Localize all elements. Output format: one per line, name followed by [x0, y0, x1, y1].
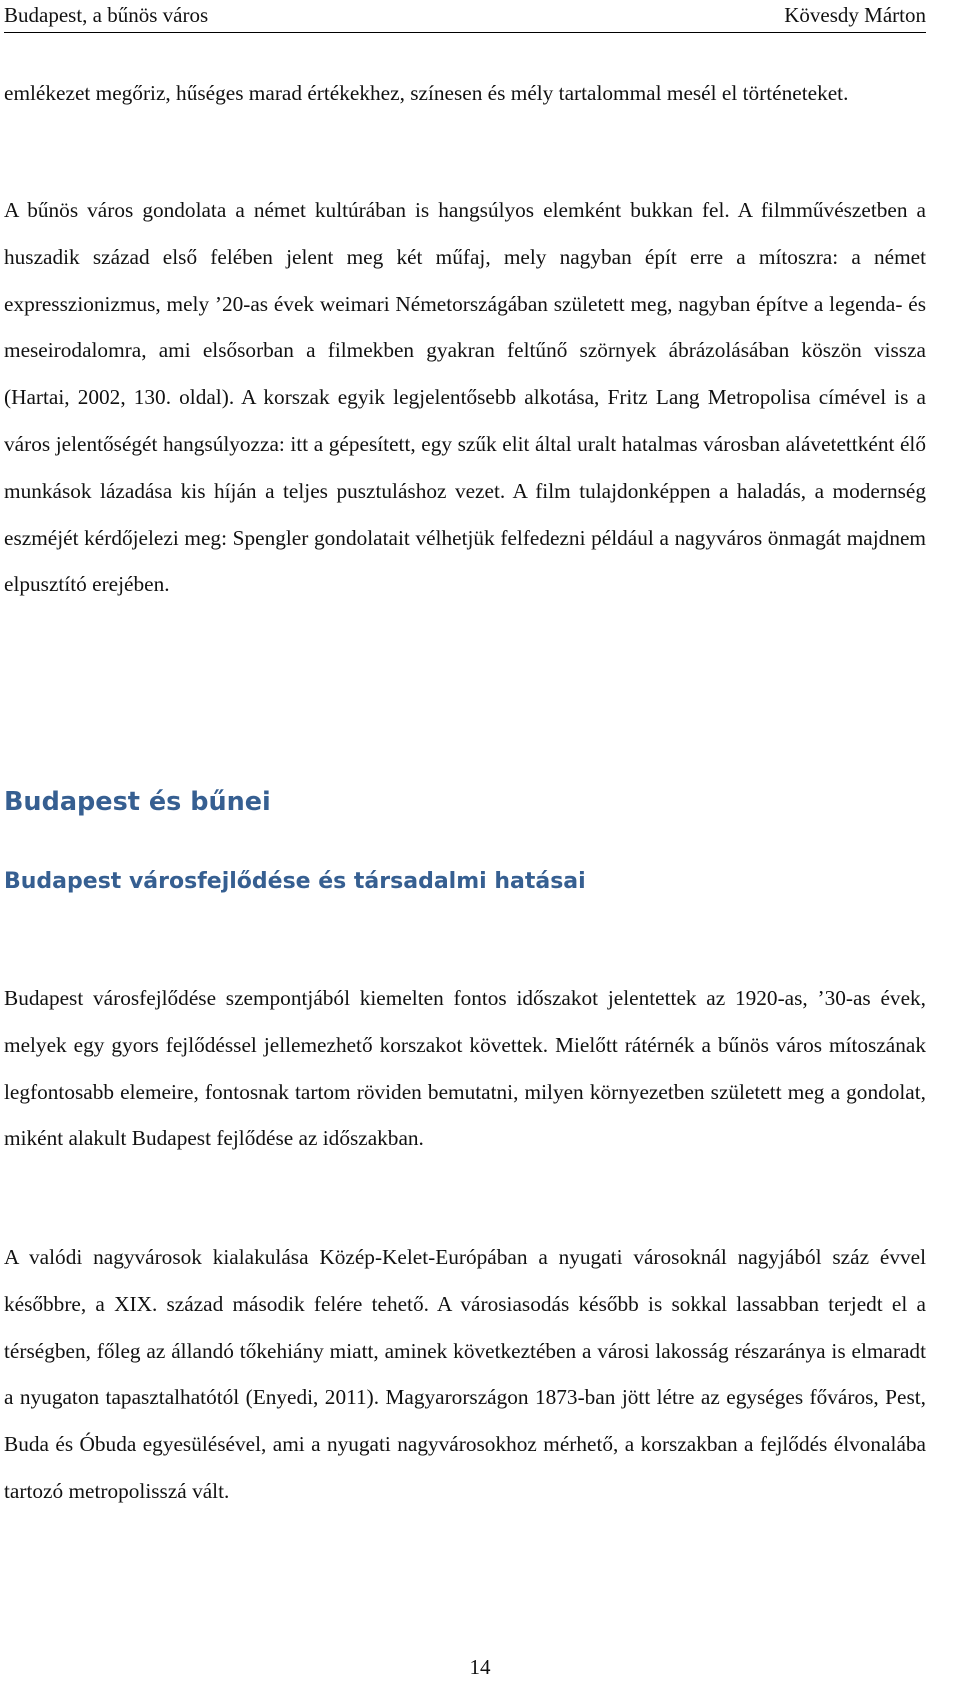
paragraph-german-culture: A bűnös város gondolata a német kultúrában is hangsúlyos elemként bukkan fel. A filmművészetben a huszadik század első felében jelent meg két műfaj, mely nagyban épít erre a mítoszra: a német expresszionizmus, mely ’20-as évek weimari Németországában született meg, nagyban építve a legenda- és meseirodalomra, ami elsősorban a filmekben gyakran feltűnő szörnyek ábrázolásában köszön vissza (Hartai, 2002, 130. oldal). A korszak egyik legjelentősebb alkotása, Fritz Lang Metropolisa címével is a város jelentőségét hangsúlyozza: itt a gépesített, egy szűk elit által uralt hatalmas városban alávetettként élő munkások lázadása kis híján a teljes pusztuláshoz vezet. A film tulajdonképpen a haladás, a modernség eszméjét kérdőjelezi meg: Spengler gondolatait vélhetjük felfedezni például a nagyváros önmagát majdnem elpusztító erejében. — [4, 198, 926, 597]
header-author: Kövesdy Márton — [784, 3, 926, 27]
subsection-heading: Budapest városfejlődése és társadalmi hatásai — [4, 869, 586, 894]
paragraph-urbanization: A valódi nagyvárosok kialakulása Közép-Kelet-Európában a nyugati városoknál nagyjából száz évvel későbbre, a XIX. század második felére tehető. A városiasodás később is sokkal lassabban terjedt el a térségben, főleg az állandó tőkehiány miatt, aminek következtében a városi lakosság részaránya is elmaradt a nyugaton tapasztalhatótól (Enyedi, 2011). Magyarországon 1873-ban jött létre az egységes főváros, Pest, Buda és Óbuda egyesülésével, ami a nyugati nagyvárosokhoz mérhető, a korszakban a fejlődés élvonalába tartozó metropolisszá vált. — [4, 1245, 926, 1503]
running-header — [4, 0, 926, 33]
header-title: Budapest, a bűnös város — [4, 3, 209, 27]
section-heading: Budapest és bűnei — [4, 787, 271, 817]
paragraph-continuation: emlékezet megőriz, hűséges marad értékekhez, színesen és mély tartalommal mesél el történeteket. — [4, 81, 849, 105]
page-number: 14 — [469, 1655, 491, 1679]
paragraph-budapest-development: Budapest városfejlődése szempontjából kiemelten fontos időszakot jelentettek az 1920-as, ’30-as évek, melyek egy gyors fejlődéssel jellemezhető korszakot követtek. Mielőtt rátérnék a bűnös város mítoszának legfontosabb elemeire, fontosnak tartom röviden bemutatni, milyen környezetben született meg a gondolat, miként alakult Budapest fejlődése az időszakban. — [4, 986, 926, 1151]
